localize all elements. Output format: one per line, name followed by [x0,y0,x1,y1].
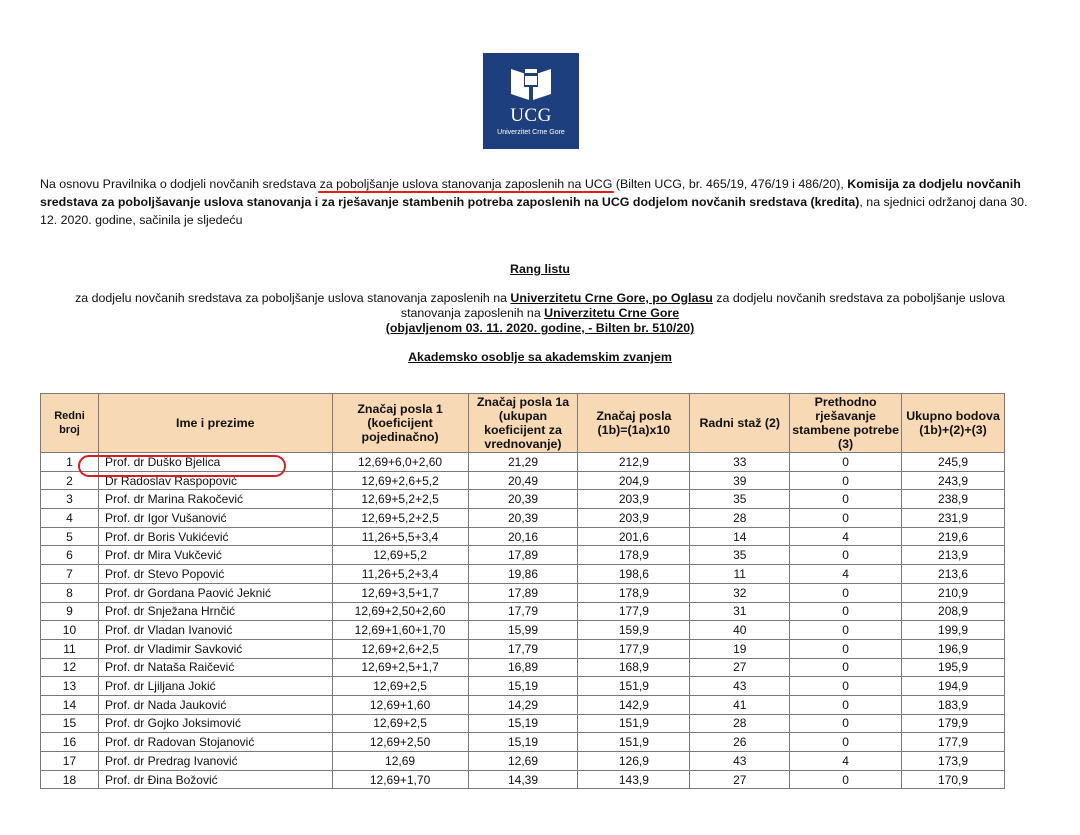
cell-rank: 4 [41,509,99,528]
cell-name: Prof. dr Nada Jauković [98,695,332,714]
cell-ukupno: 199,9 [902,621,1005,640]
cell-ukupan-koef: 17,89 [468,546,578,565]
cell-name: Prof. dr Gojko Joksimović [98,714,332,733]
table-row [41,621,1005,640]
cell-znacaj: 142,9 [578,695,690,714]
cell-staz: 11 [690,565,790,584]
cell-staz: 14 [690,527,790,546]
cell-staz: 31 [690,602,790,621]
cell-ukupno: 219,6 [902,527,1005,546]
cell-rank: 3 [41,490,99,509]
cell-koef: 12,69+5,2 [332,546,468,565]
cell-koef: 12,69+2,6+2,5 [332,639,468,658]
cell-name: Prof. dr Duško Bjelica [98,453,332,472]
cell-ukupno: 208,9 [902,602,1005,621]
cell-rank: 12 [41,658,99,677]
cell-name: Prof. dr Ljiljana Jokić [98,677,332,696]
cell-ukupan-koef: 16,89 [468,658,578,677]
cell-prethodno: 0 [790,621,902,640]
cell-rank: 8 [41,583,99,602]
cell-znacaj: 178,9 [578,583,690,602]
table-row [41,695,1005,714]
cell-koef: 12,69+5,2+2,5 [332,509,468,528]
cell-staz: 27 [690,658,790,677]
cell-ukupan-koef: 20,16 [468,527,578,546]
cell-ukupan-koef: 14,39 [468,770,578,789]
cell-staz: 43 [690,677,790,696]
table-row [41,770,1005,789]
cell-ukupno: 213,9 [902,546,1005,565]
header-znacaj-1a: Značaj posla 1a (ukupan koeficijent za vrednovanje) [468,394,578,453]
subtitle [40,291,1040,336]
cell-znacaj: 168,9 [578,658,690,677]
cell-prethodno: 0 [790,677,902,696]
table-row [41,639,1005,658]
cell-name: Prof. dr Mira Vukčević [98,546,332,565]
cell-ukupan-koef: 14,29 [468,695,578,714]
table-row [41,714,1005,733]
cell-znacaj: 178,9 [578,546,690,565]
cell-znacaj: 203,9 [578,509,690,528]
cell-ukupno: 245,9 [902,453,1005,472]
cell-ukupno: 195,9 [902,658,1005,677]
cell-ukupno: 179,9 [902,714,1005,733]
intro-text-3: (Bilten UCG, br. 465/19, 476/19 i 486/20), [612,177,848,191]
cell-staz: 28 [690,509,790,528]
cell-znacaj: 177,9 [578,639,690,658]
subtitle-line1b: Univerzitetu Crne Gore, po Oglasu [510,291,713,305]
cell-rank: 17 [41,752,99,771]
cell-prethodno: 4 [790,752,902,771]
ranking-table [40,393,1005,789]
cell-prethodno: 0 [790,695,902,714]
header-radni-staz: Radni staž (2) [690,394,790,453]
cell-koef: 12,69+2,50+2,60 [332,602,468,621]
cell-staz: 27 [690,770,790,789]
cell-prethodno: 0 [790,770,902,789]
cell-rank: 5 [41,527,99,546]
cell-ukupan-koef: 21,29 [468,453,578,472]
cell-name: Prof. dr Nataša Raičević [98,658,332,677]
cell-name: Prof. dr Radovan Stojanović [98,733,332,752]
intro-commission: Komisija za dodjelu novčanih sredstava za poboljšavanje uslova stanovanja i za rješavanje stambenih potreba zaposlenih na UCG dodjelom novčanih sredstava (kredita) [40,177,1021,209]
cell-znacaj: 126,9 [578,752,690,771]
ucg-logo [483,53,579,149]
cell-name: Prof. dr Vladimir Savković [98,639,332,658]
cell-prethodno: 0 [790,714,902,733]
cell-staz: 41 [690,695,790,714]
cell-prethodno: 0 [790,733,902,752]
header-prethodno: Prethodno rješavanje stambene potrebe (3) [790,394,902,453]
cell-ukupno: 170,9 [902,770,1005,789]
table-row [41,658,1005,677]
cell-znacaj: 151,9 [578,733,690,752]
intro-paragraph [40,175,1040,229]
cell-ukupan-koef: 19,86 [468,565,578,584]
header-znacaj-1b: Značaj posla (1b)=(1a)x10 [578,394,690,453]
cell-koef: 11,26+5,5+3,4 [332,527,468,546]
table-row [41,509,1005,528]
cell-staz: 28 [690,714,790,733]
cell-ukupan-koef: 15,19 [468,677,578,696]
cell-staz: 26 [690,733,790,752]
table-row [41,527,1005,546]
cell-rank: 6 [41,546,99,565]
subtitle-line3: (objavljenom 03. 11. 2020. godine, - Bilten br. 510/20) [385,321,695,335]
cell-znacaj: 177,9 [578,602,690,621]
cell-koef: 11,26+5,2+3,4 [332,565,468,584]
cell-ukupan-koef: 20,49 [468,471,578,490]
cell-rank: 15 [41,714,99,733]
cell-znacaj: 204,9 [578,471,690,490]
cell-name: Prof. dr Snježana Hrnčić [98,602,332,621]
cell-prethodno: 0 [790,658,902,677]
cell-staz: 35 [690,490,790,509]
header-znacaj-1: Značaj posla 1 (koeficijent pojedinačno) [332,394,468,453]
cell-ukupan-koef: 15,19 [468,714,578,733]
cell-prethodno: 0 [790,583,902,602]
cell-ukupan-koef: 20,39 [468,509,578,528]
logo-abbr: UCG [510,105,552,126]
cell-koef: 12,69 [332,752,468,771]
cell-prethodno: 0 [790,639,902,658]
cell-name: Prof. dr Stevo Popović [98,565,332,584]
cell-znacaj: 143,9 [578,770,690,789]
intro-text-5: , na sjednici održanoj dana 30. 12. 2020. godine, sačinila je sljedeću [40,195,1028,227]
header-ukupno: Ukupno bodova (1b)+(2)+(3) [902,394,1005,453]
cell-znacaj: 151,9 [578,677,690,696]
table-row [41,602,1005,621]
cell-staz: 32 [690,583,790,602]
cell-name: Prof. dr Igor Vušanović [98,509,332,528]
cell-prethodno: 0 [790,453,902,472]
cell-ukupno: 238,9 [902,490,1005,509]
cell-ukupan-koef: 17,89 [468,583,578,602]
red-annotation-circle [78,455,286,477]
subtitle-line2a: stanovanja zaposlenih na [400,306,545,320]
table-row [41,677,1005,696]
subtitle-line1a: za dodjelu novčanih sredstava za poboljšanje uslova stanovanja zaposlenih na [75,291,511,305]
cell-znacaj: 159,9 [578,621,690,640]
cell-ukupan-koef: 17,79 [468,639,578,658]
cell-prethodno: 0 [790,471,902,490]
cell-name: Dr Radoslav Raspopović [98,471,332,490]
cell-staz: 43 [690,752,790,771]
cell-prethodno: 0 [790,509,902,528]
cell-ukupno: 177,9 [902,733,1005,752]
cell-znacaj: 212,9 [578,453,690,472]
cell-rank: 2 [41,471,99,490]
cell-koef: 12,69+1,60 [332,695,468,714]
table-row [41,752,1005,771]
cell-koef: 12,69+2,50 [332,733,468,752]
cell-ukupno: 194,9 [902,677,1005,696]
cell-rank: 11 [41,639,99,658]
cell-staz: 40 [690,621,790,640]
cell-znacaj: 201,6 [578,527,690,546]
cell-ukupan-koef: 17,79 [468,602,578,621]
cell-koef: 12,69+2,5 [332,714,468,733]
cell-prethodno: 0 [790,546,902,565]
cell-ukupno: 183,9 [902,695,1005,714]
cell-ukupno: 243,9 [902,471,1005,490]
cell-rank: 18 [41,770,99,789]
section-heading: Akademsko osoblje sa akademskim zvanjem [408,350,672,364]
table-row [41,546,1005,565]
cell-koef: 12,69+3,5+1,7 [332,583,468,602]
cell-rank: 14 [41,695,99,714]
cell-ukupno: 196,9 [902,639,1005,658]
cell-staz: 39 [690,471,790,490]
cell-prethodno: 4 [790,527,902,546]
cell-ukupan-koef: 20,39 [468,490,578,509]
book-icon [508,67,554,101]
cell-ukupno: 210,9 [902,583,1005,602]
cell-name: Prof. dr Gordana Paović Jeknić [98,583,332,602]
table-row [41,490,1005,509]
cell-name: Prof. dr Vladan Ivanović [98,621,332,640]
cell-koef: 12,69+2,6+5,2 [332,471,468,490]
table-row [41,583,1005,602]
cell-rank: 7 [41,565,99,584]
cell-ukupno: 231,9 [902,509,1005,528]
cell-ukupno: 173,9 [902,752,1005,771]
subtitle-line2b: Univerzitetu Crne Gore [544,306,680,320]
table-row [41,733,1005,752]
header-ime-prezime: Ime i prezime [98,394,332,453]
intro-underlined-phrase: za poboljšanje uslova stanovanja zaposlenih na UCG [319,177,613,191]
cell-staz: 33 [690,453,790,472]
cell-koef: 12,69+6,0+2,60 [332,453,468,472]
cell-staz: 35 [690,546,790,565]
cell-prethodno: 0 [790,490,902,509]
cell-name: Prof. dr Predrag Ivanović [98,752,332,771]
cell-rank: 10 [41,621,99,640]
logo-name: Univerzitet Crne Gore [497,129,565,136]
cell-znacaj: 203,9 [578,490,690,509]
cell-ukupan-koef: 15,19 [468,733,578,752]
cell-staz: 19 [690,639,790,658]
subtitle-line1c: za dodjelu novčanih sredstava za poboljšanje uslova [712,291,1005,305]
table-header-row [41,394,1005,453]
cell-name: Prof. dr Boris Vukićević [98,527,332,546]
cell-prethodno: 0 [790,602,902,621]
cell-rank: 9 [41,602,99,621]
page-title: Rang listu [510,262,570,276]
table-row [41,565,1005,584]
cell-koef: 12,69+2,5+1,7 [332,658,468,677]
intro-text-1: Na osnovu Pravilnika o dodjeli novčanih sredstava [40,177,320,191]
cell-koef: 12,69+1,60+1,70 [332,621,468,640]
cell-koef: 12,69+5,2+2,5 [332,490,468,509]
cell-znacaj: 198,6 [578,565,690,584]
cell-rank: 1 [41,453,99,472]
cell-znacaj: 151,9 [578,714,690,733]
cell-name: Prof. dr Đina Božović [98,770,332,789]
header-redni-broj: Redni broj [41,394,99,453]
cell-rank: 13 [41,677,99,696]
cell-prethodno: 4 [790,565,902,584]
cell-ukupan-koef: 15,99 [468,621,578,640]
cell-ukupan-koef: 12,69 [468,752,578,771]
cell-name: Prof. dr Marina Rakočević [98,490,332,509]
cell-koef: 12,69+1,70 [332,770,468,789]
cell-rank: 16 [41,733,99,752]
cell-koef: 12,69+2,5 [332,677,468,696]
cell-ukupno: 213,6 [902,565,1005,584]
